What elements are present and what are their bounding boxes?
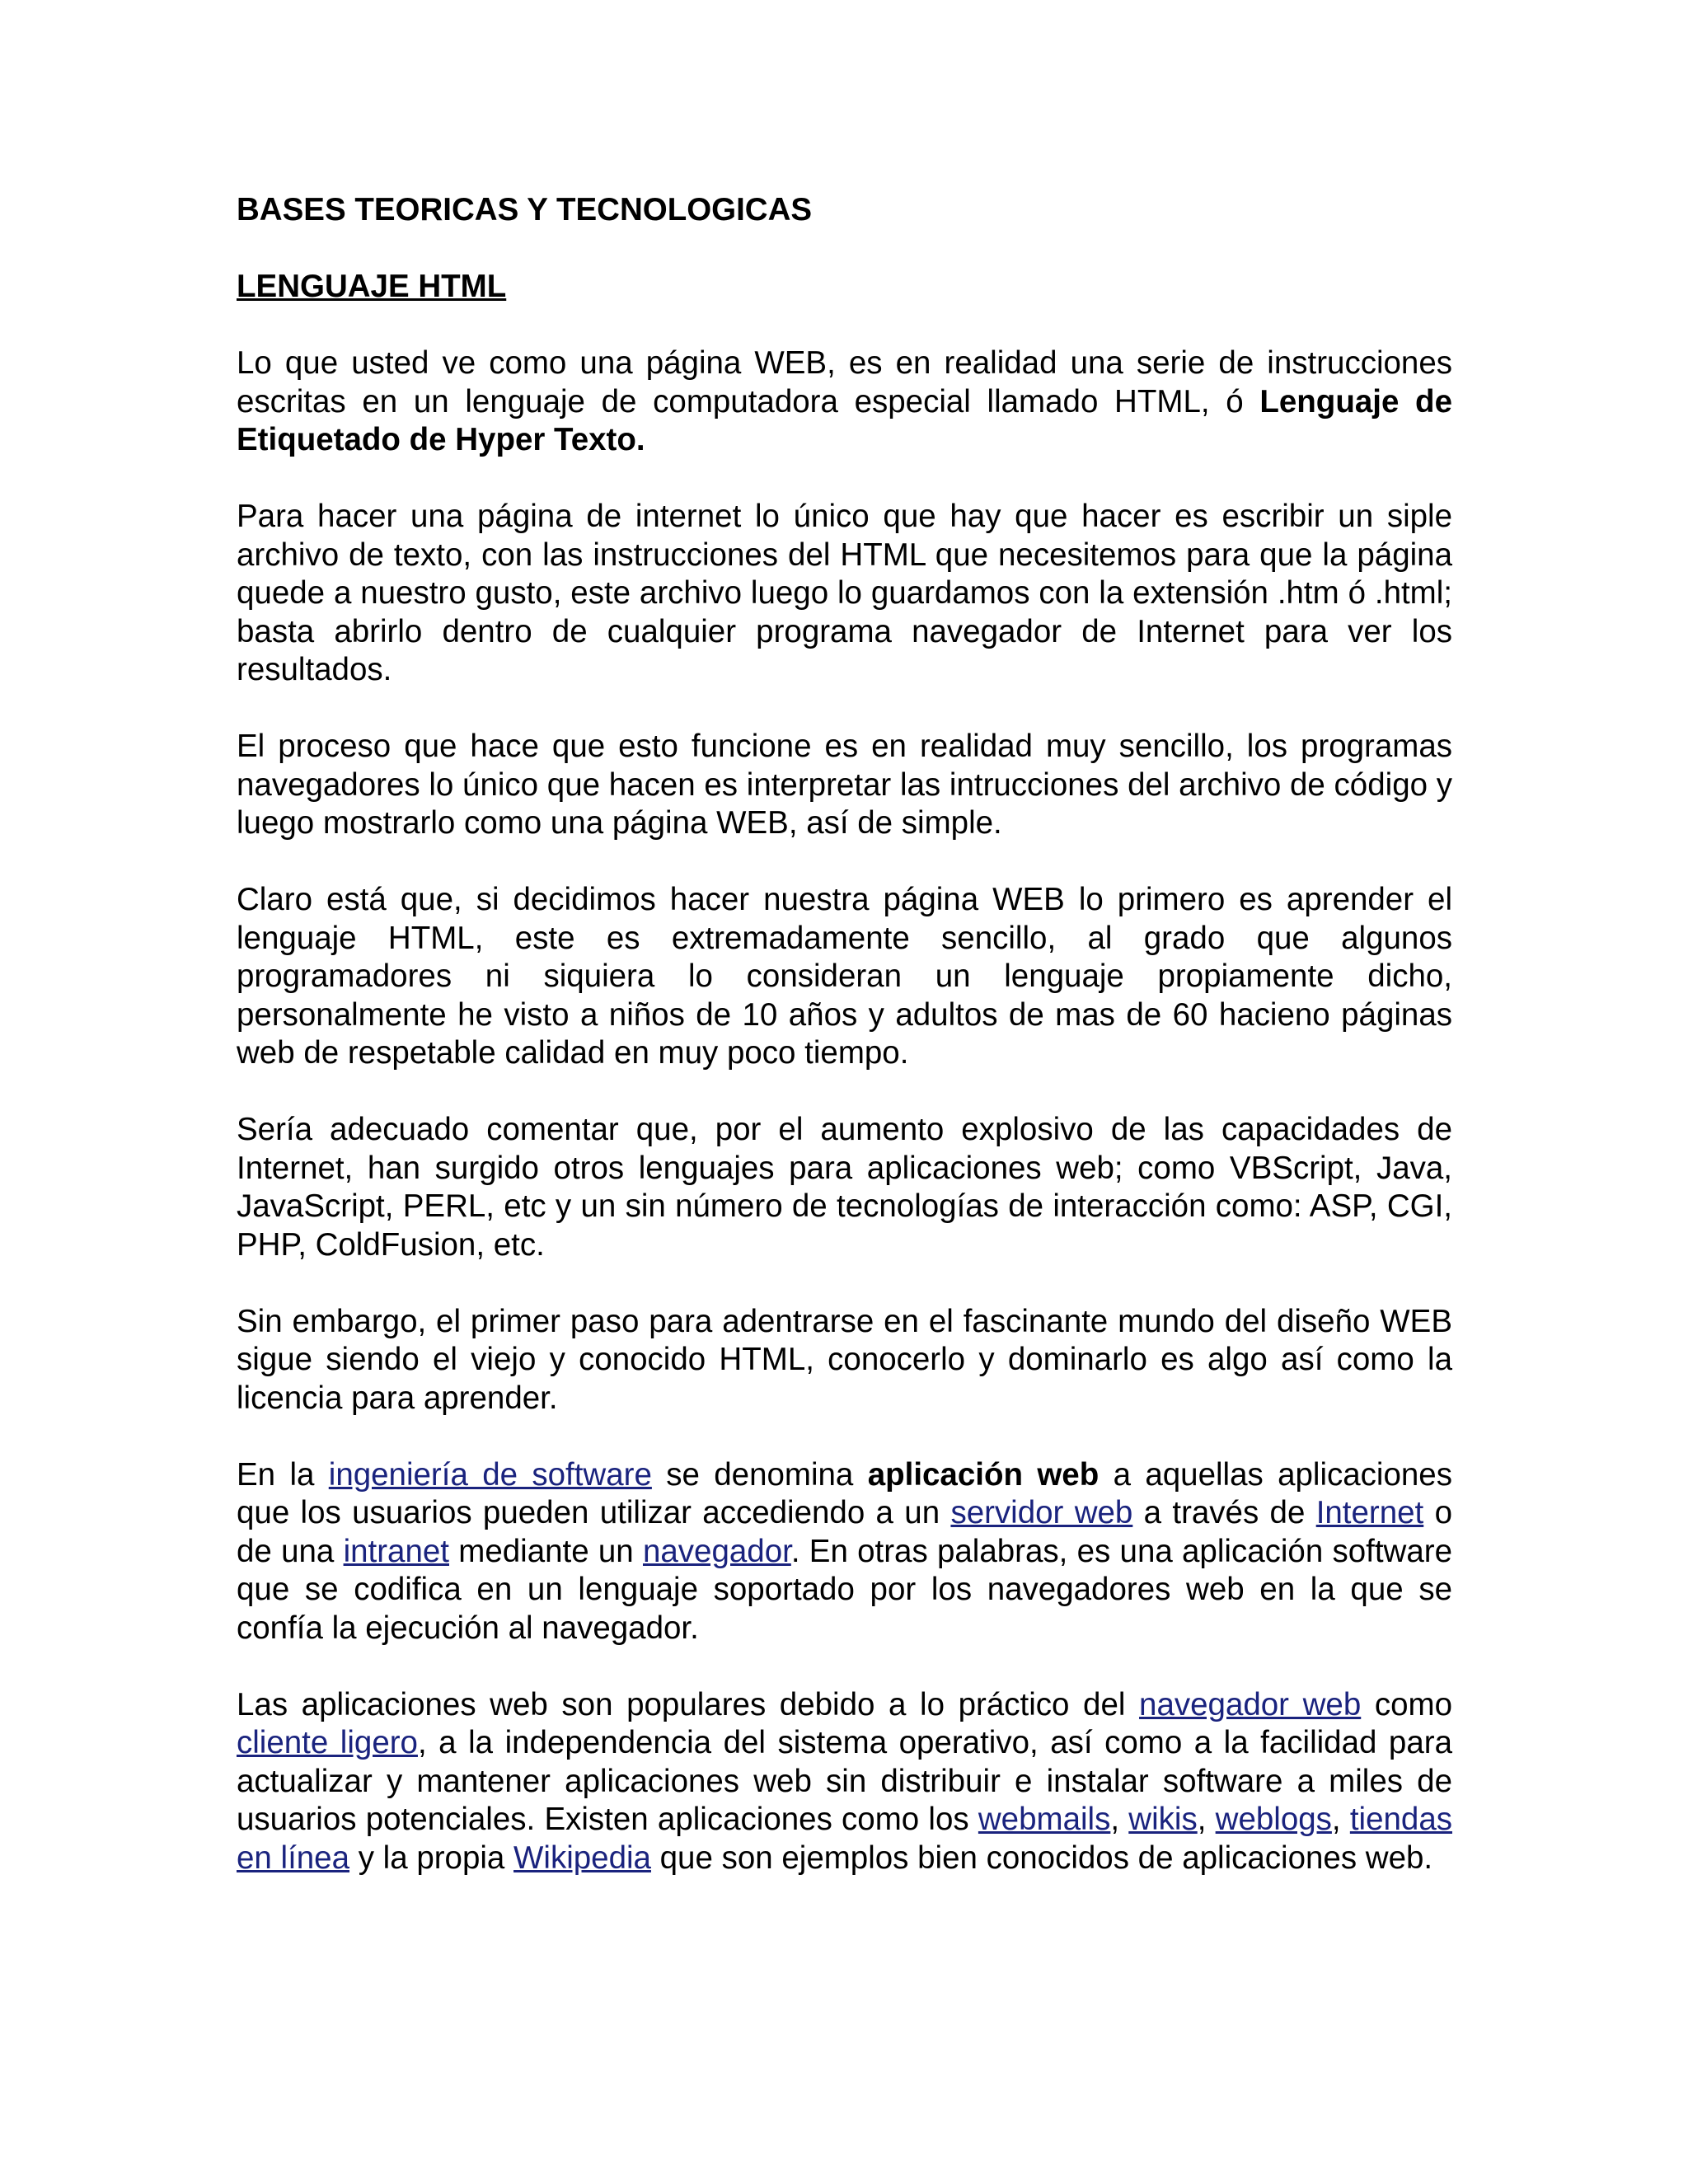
- link-navegador-web[interactable]: navegador web: [1139, 1686, 1362, 1722]
- paragraph-7: [237, 1456, 1452, 1648]
- paragraph-8-text-2: como: [1361, 1686, 1453, 1722]
- paragraph-8-text-5: ,: [1197, 1802, 1216, 1837]
- link-weblogs[interactable]: weblogs: [1215, 1802, 1332, 1837]
- paragraph-4: Claro está que, si decidimos hacer nuestra página WEB lo primero es aprender el lenguaje HTML, este es extremadamente sencillo, al grado que algunos programadores ni siquiera lo consideran un lenguaje propiamente dicho, personalmente he visto a niños de 10 años y adultos de mas de 60 hacieno páginas web de respetable calidad en muy poco tiempo.: [237, 882, 1452, 1071]
- paragraph-1-bold: Lenguaje de Etiquetado de Hyper Texto.: [237, 383, 1452, 457]
- link-intranet[interactable]: intranet: [343, 1533, 449, 1569]
- link-ingenieria-de-software[interactable]: ingeniería de software: [328, 1456, 652, 1493]
- link-servidor-web[interactable]: servidor web: [950, 1495, 1133, 1530]
- paragraph-7-text-2: se denomina: [651, 1456, 868, 1493]
- paragraph-8-text-7: y la propia: [349, 1840, 514, 1876]
- link-wikis[interactable]: wikis: [1128, 1802, 1198, 1837]
- paragraph-7-text-1: En la: [237, 1456, 329, 1493]
- paragraph-5: Sería adecuado comentar que, por el aumento explosivo de las capacidades de Internet, han surgido otros lenguajes para aplicaciones web; como VBScript, Java, JavaScript, PERL, etc y un sin número de tecnologías de interacción como: ASP, CGI, PHP, ColdFusion, etc.: [237, 1112, 1452, 1263]
- paragraph-8-text-1: Las aplicaciones web son populares debido a lo práctico del: [237, 1686, 1140, 1722]
- link-cliente-ligero[interactable]: cliente ligero: [237, 1725, 418, 1760]
- section-title: LENGUAJE HTML: [237, 269, 507, 304]
- paragraph-7-bold: aplicación web: [867, 1456, 1100, 1493]
- paragraph-7-text-4: a través de: [1132, 1495, 1316, 1530]
- paragraph-8-text-8: que son ejemplos bien conocidos de aplicaciones web.: [650, 1840, 1433, 1876]
- paragraph-6: Sin embargo, el primer paso para adentrarse en el fascinante mundo del diseño WEB sigue siendo el viejo y conocido HTML, conocerlo y dominarlo es algo así como la licencia para aprender.: [237, 1303, 1452, 1416]
- paragraph-3: El proceso que hace que esto funcione es en realidad muy sencillo, los programas navegadores lo único que hacen es interpretar las intrucciones del archivo de código y luego mostrarlo como una página WEB, así de simple.: [237, 729, 1452, 841]
- paragraph-7-text-6: mediante un: [449, 1533, 643, 1569]
- paragraph-8-text-3: , a la independencia del sistema operativo, así como a la facilidad para actualizar y mantener aplicaciones web sin distribuir e instalar software a miles de usuarios potenciales. Existen aplicaciones como los: [237, 1725, 1452, 1837]
- paragraph-7-text-7: . En otras palabras, es una aplicación software que se codifica en un lenguaje soportado por los navegadores web en la que se confía la ejecución al navegador.: [237, 1533, 1453, 1646]
- paragraph-8-text-6: ,: [1331, 1802, 1350, 1837]
- paragraph-1-text: Lo que usted ve como una página WEB, es en realidad una serie de instrucciones escritas en un lenguaje de computadora especial llamado HTML, ó: [237, 345, 1452, 419]
- paragraph-1: [237, 344, 1452, 460]
- link-webmails[interactable]: webmails: [978, 1802, 1111, 1837]
- paragraph-8-text-4: ,: [1110, 1802, 1129, 1837]
- paragraph-2: Para hacer una página de internet lo único que hay que hacer es escribir un siple archivo de texto, con las instrucciones del HTML que necesitemos para que la página quede a nuestro gusto, este archivo luego lo guardamos con la extensión .htm ó .html; basta abrirlo dentro de cualquier programa navegador de Internet para ver los resultados.: [237, 499, 1452, 687]
- link-wikipedia[interactable]: Wikipedia: [513, 1840, 651, 1876]
- link-internet[interactable]: Internet: [1315, 1495, 1424, 1530]
- paragraph-7-text-5: o de una: [237, 1495, 1452, 1569]
- link-navegador[interactable]: navegador: [642, 1533, 791, 1569]
- paragraph-7-text-3: a aquellas aplicaciones que los usuarios pueden utilizar accediendo a un: [237, 1456, 1452, 1530]
- document-title: BASES TEORICAS Y TECNOLOGICAS: [237, 192, 813, 227]
- document-page: [237, 191, 1452, 1916]
- paragraph-8: [237, 1686, 1452, 1878]
- link-tiendas-en-linea[interactable]: tiendas en línea: [237, 1802, 1452, 1876]
